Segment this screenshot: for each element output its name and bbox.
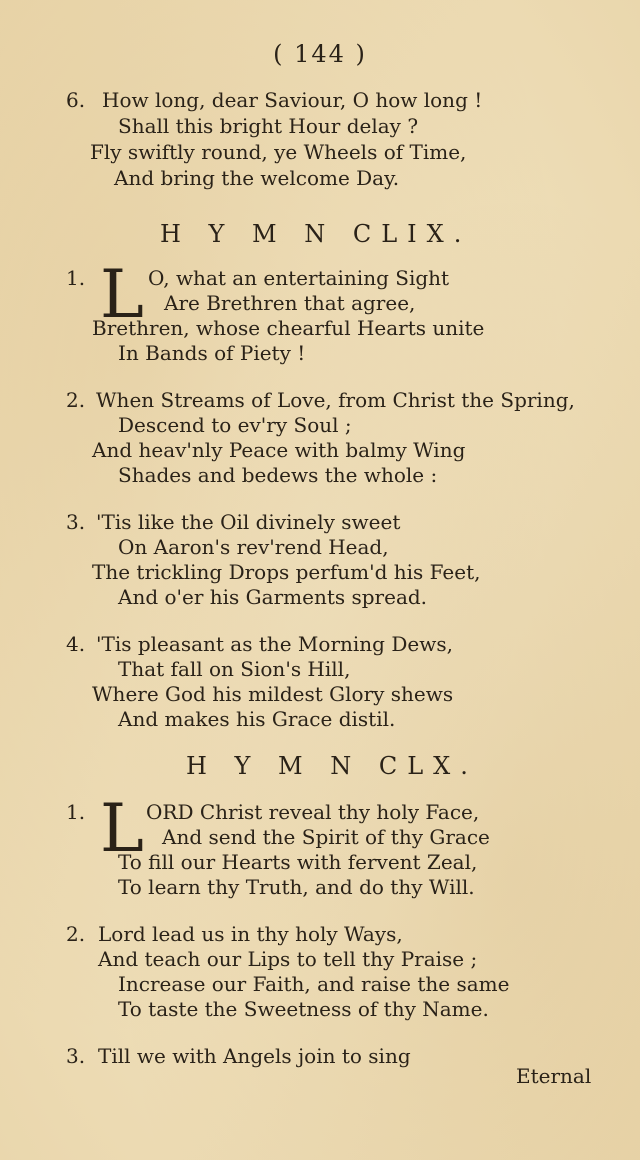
verse-line: That fall on Sion's Hill, <box>118 657 351 681</box>
verse-line: On Aaron's rev'rend Head, <box>118 535 389 559</box>
page-number: ( 144 ) <box>273 40 367 68</box>
stanza-number: 3. <box>66 510 86 534</box>
stanza-number: 1. <box>66 266 86 290</box>
stanza-number: 1. <box>66 800 86 824</box>
verse-line: Shall this bright Hour delay ? <box>118 114 419 138</box>
verse-line: Till we with Angels join to sing <box>98 1044 411 1068</box>
drop-cap: L <box>100 256 144 333</box>
verse-line: To taste the Sweetness of thy Name. <box>118 997 489 1021</box>
verse-line: 'Tis pleasant as the Morning Dews, <box>96 632 453 656</box>
verse-line: Brethren, whose chearful Hearts unite <box>92 316 485 340</box>
verse-line: And teach our Lips to tell thy Praise ; <box>98 947 478 971</box>
verse-line: And o'er his Garments spread. <box>118 585 428 609</box>
stanza-number: 4. <box>66 632 86 656</box>
verse-line: Shades and bedews the whole : <box>118 463 438 487</box>
verse-line: Where God his mildest Glory shews <box>92 682 454 706</box>
verse-line: O, what an entertaining Sight <box>148 266 450 290</box>
verse-line: The trickling Drops perfum'd his Feet, <box>92 560 481 584</box>
verse-line: Increase our Faith, and raise the same <box>118 972 510 996</box>
drop-cap: L <box>100 790 144 867</box>
stanza-number: 6. <box>66 88 86 112</box>
verse-line: Are Brethren that agree, <box>164 291 416 315</box>
verse-line: And makes his Grace distil. <box>118 707 396 731</box>
verse-line: And send the Spirit of thy Grace <box>162 825 490 849</box>
verse-line: Descend to ev'ry Soul ; <box>118 413 352 437</box>
hymn-title: H Y M N CLX. <box>186 752 478 780</box>
hymn-title: H Y M N CLIX. <box>160 220 472 248</box>
catchword: Eternal <box>516 1064 592 1088</box>
stanza-number: 2. <box>66 388 86 412</box>
verse-line: Fly swiftly round, ye Wheels of Time, <box>90 140 467 164</box>
verse-line: 'Tis like the Oil divinely sweet <box>96 510 401 534</box>
stanza-number: 2. <box>66 922 86 946</box>
verse-line: How long, dear Saviour, O how long ! <box>102 88 483 112</box>
verse-line: To learn thy Truth, and do thy Will. <box>118 875 475 899</box>
stanza-number: 3. <box>66 1044 86 1068</box>
verse-line: ORD Christ reveal thy holy Face, <box>146 800 480 824</box>
verse-line: To fill our Hearts with fervent Zeal, <box>118 850 478 874</box>
verse-line: Lord lead us in thy holy Ways, <box>98 922 403 946</box>
verse-line: In Bands of Piety ! <box>118 341 306 365</box>
verse-line: And heav'nly Peace with balmy Wing <box>92 438 466 462</box>
verse-line: When Streams of Love, from Christ the Spring, <box>96 388 575 412</box>
verse-line: And bring the welcome Day. <box>114 166 400 190</box>
